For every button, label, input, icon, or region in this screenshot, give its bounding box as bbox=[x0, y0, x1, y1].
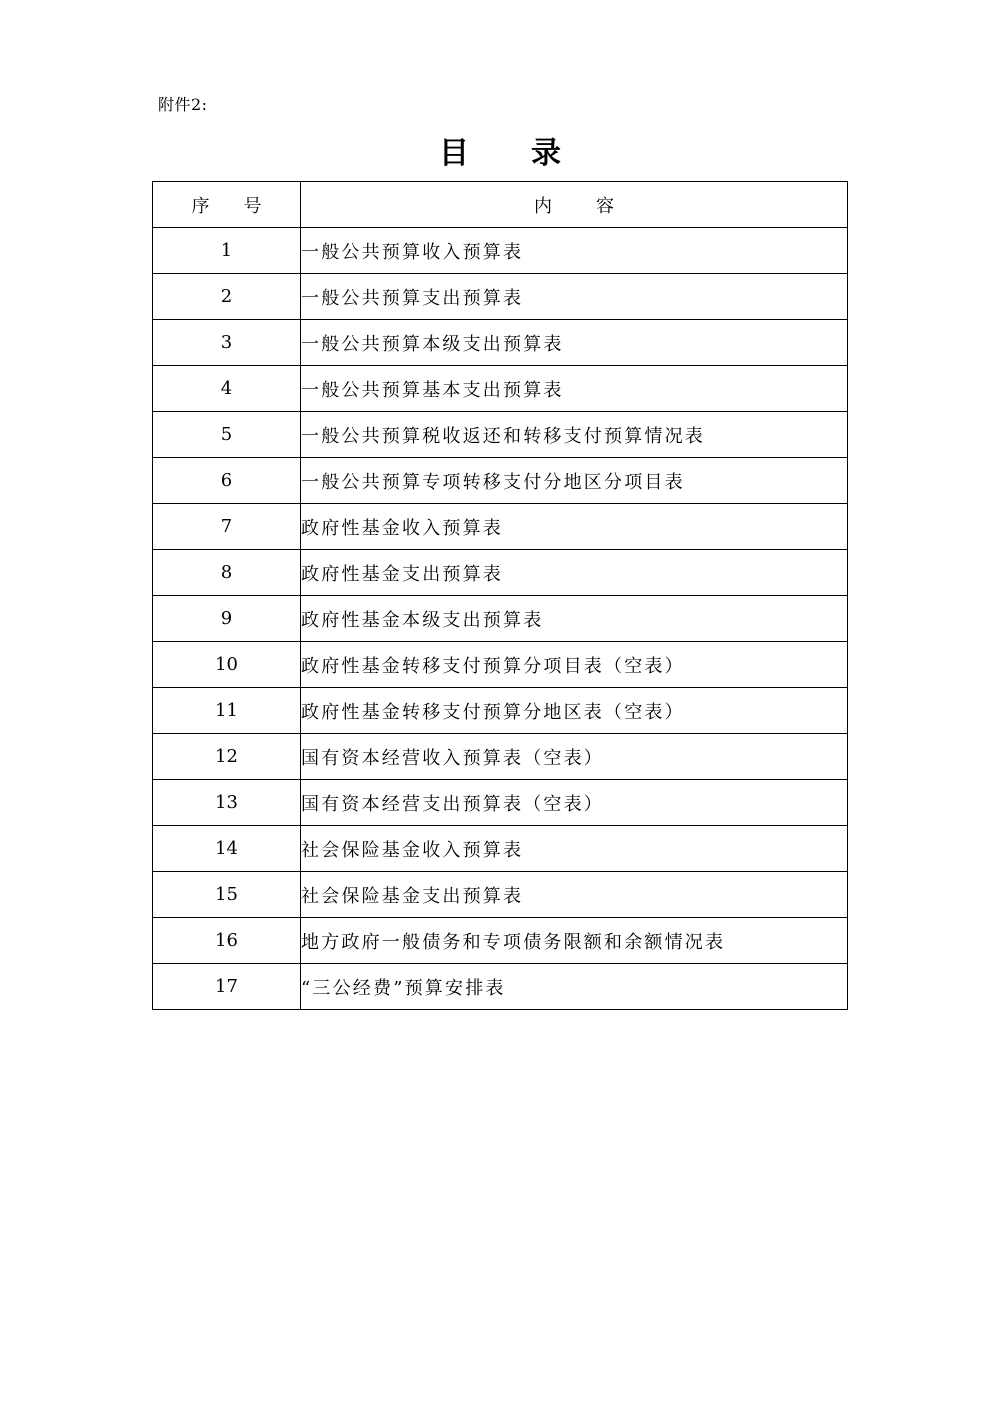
row-number: 7 bbox=[153, 504, 301, 550]
row-content: 国有资本经营支出预算表（空表） bbox=[301, 780, 848, 826]
row-number: 1 bbox=[153, 228, 301, 274]
table-row bbox=[153, 826, 848, 872]
row-number: 11 bbox=[153, 688, 301, 734]
row-content: 社会保险基金收入预算表 bbox=[301, 826, 848, 872]
table-row bbox=[153, 274, 848, 320]
row-number: 15 bbox=[153, 872, 301, 918]
table-row bbox=[153, 504, 848, 550]
row-content: 一般公共预算基本支出预算表 bbox=[301, 366, 848, 412]
row-content: 国有资本经营收入预算表（空表） bbox=[301, 734, 848, 780]
row-number: 6 bbox=[153, 458, 301, 504]
row-content: 社会保险基金支出预算表 bbox=[301, 872, 848, 918]
row-content: 地方政府一般债务和专项债务限额和余额情况表 bbox=[301, 918, 848, 964]
table-row bbox=[153, 872, 848, 918]
row-number: 17 bbox=[153, 964, 301, 1010]
row-content: 一般公共预算专项转移支付分地区分项目表 bbox=[301, 458, 848, 504]
row-content: 一般公共预算收入预算表 bbox=[301, 228, 848, 274]
row-content: “三公经费”预算安排表 bbox=[301, 964, 848, 1010]
row-number: 12 bbox=[153, 734, 301, 780]
table-row bbox=[153, 642, 848, 688]
row-content: 政府性基金转移支付预算分项目表（空表） bbox=[301, 642, 848, 688]
table-row bbox=[153, 918, 848, 964]
table-row bbox=[153, 964, 848, 1010]
table-row bbox=[153, 366, 848, 412]
table-row bbox=[153, 596, 848, 642]
row-content: 一般公共预算税收返还和转移支付预算情况表 bbox=[301, 412, 848, 458]
row-number: 13 bbox=[153, 780, 301, 826]
attachment-label: 附件2: bbox=[158, 95, 208, 114]
row-number: 2 bbox=[153, 274, 301, 320]
row-content: 一般公共预算本级支出预算表 bbox=[301, 320, 848, 366]
row-number: 9 bbox=[153, 596, 301, 642]
table-row bbox=[153, 688, 848, 734]
table-row bbox=[153, 412, 848, 458]
table-row bbox=[153, 458, 848, 504]
row-number: 8 bbox=[153, 550, 301, 596]
row-number: 14 bbox=[153, 826, 301, 872]
row-content: 政府性基金转移支付预算分地区表（空表） bbox=[301, 688, 848, 734]
table-row bbox=[153, 320, 848, 366]
row-content: 政府性基金支出预算表 bbox=[301, 550, 848, 596]
row-number: 10 bbox=[153, 642, 301, 688]
table-row bbox=[153, 734, 848, 780]
table-row bbox=[153, 550, 848, 596]
table-row bbox=[153, 228, 848, 274]
row-number: 4 bbox=[153, 366, 301, 412]
row-content: 一般公共预算支出预算表 bbox=[301, 274, 848, 320]
row-number: 3 bbox=[153, 320, 301, 366]
row-content: 政府性基金本级支出预算表 bbox=[301, 596, 848, 642]
table-row bbox=[153, 780, 848, 826]
row-number: 5 bbox=[153, 412, 301, 458]
header-content: 内容 bbox=[301, 182, 848, 228]
header-number: 序号 bbox=[153, 182, 301, 228]
page-title: 目录 bbox=[439, 136, 623, 171]
table-header-row bbox=[153, 182, 848, 228]
contents-table bbox=[152, 181, 848, 1010]
row-number: 16 bbox=[153, 918, 301, 964]
row-content: 政府性基金收入预算表 bbox=[301, 504, 848, 550]
